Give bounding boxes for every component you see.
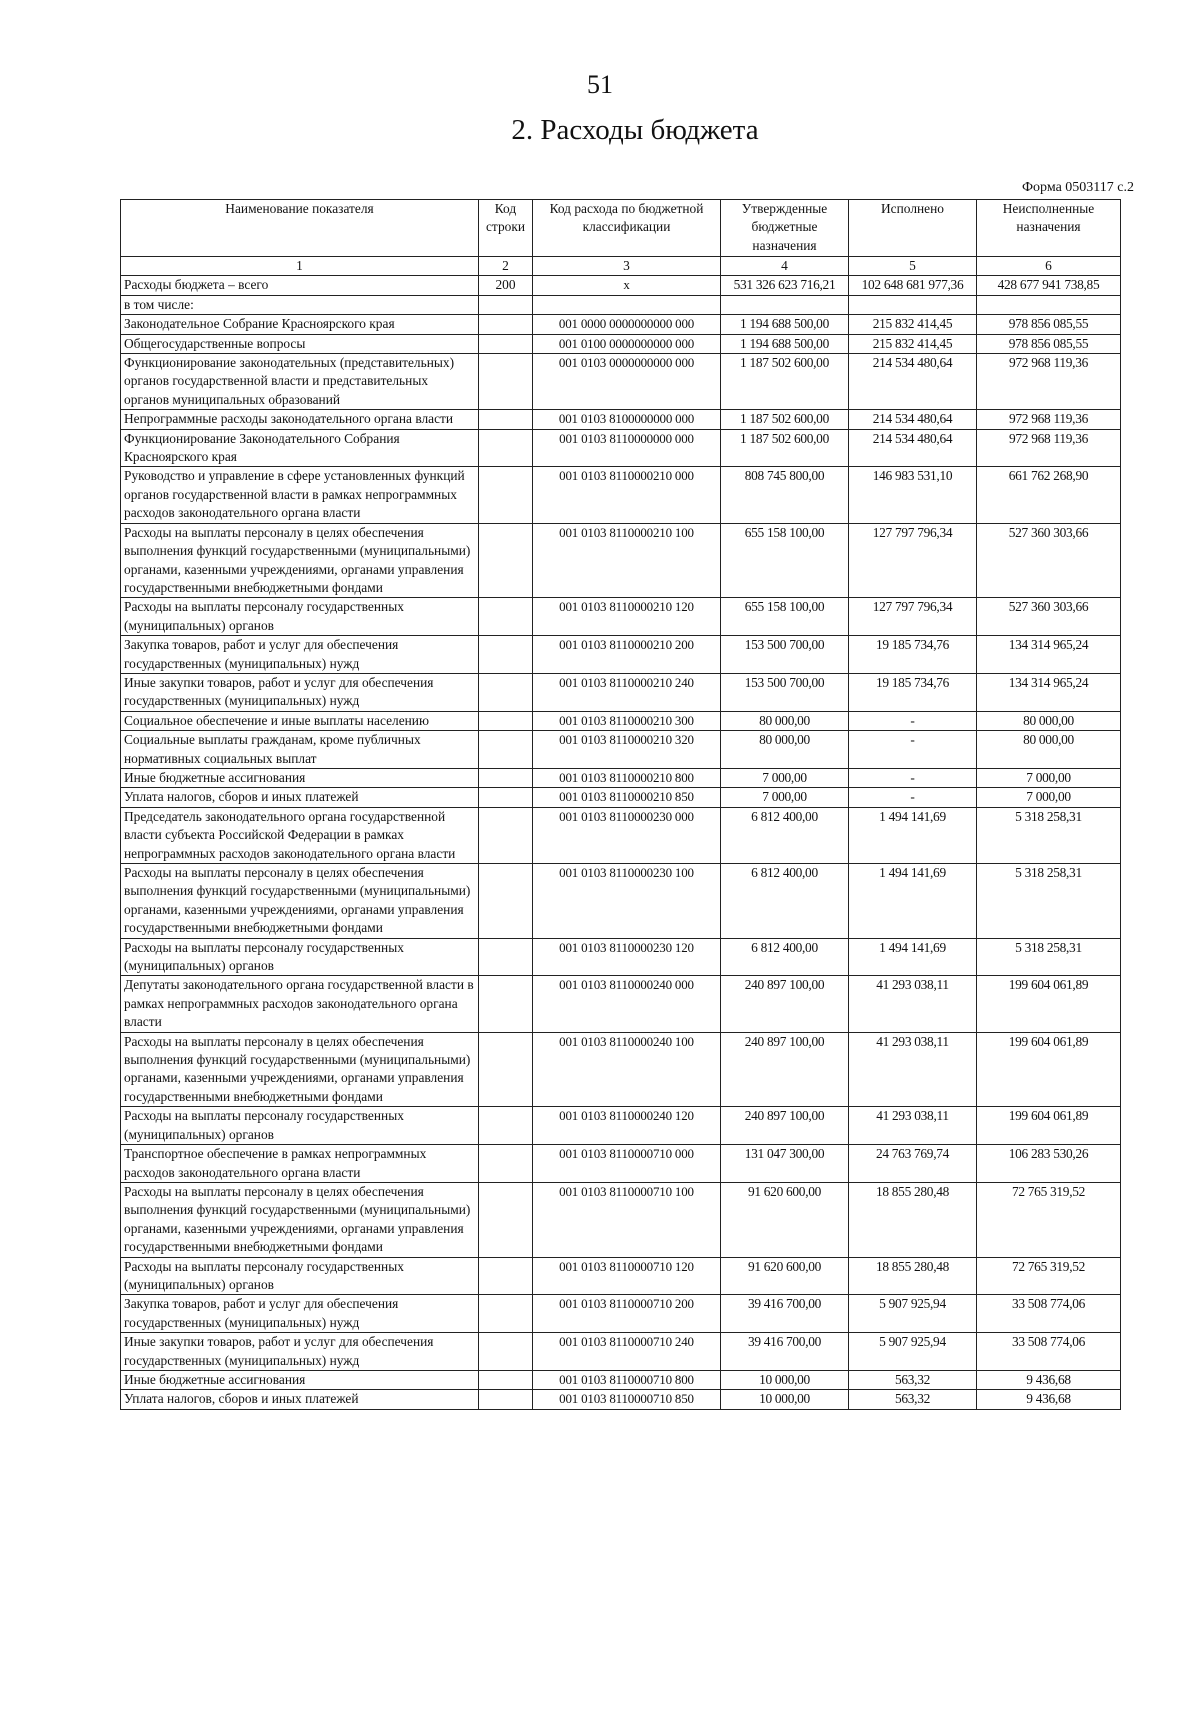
row-unexecuted-cell: 106 283 530,26 xyxy=(977,1145,1121,1183)
row-unexecuted-cell: 978 856 085,55 xyxy=(977,334,1121,353)
row-line-code-cell xyxy=(479,731,533,769)
row-executed-cell: 18 855 280,48 xyxy=(849,1257,977,1295)
row-budget-code-cell: 001 0103 8110000000 000 xyxy=(533,429,721,467)
row-unexecuted-cell: 199 604 061,89 xyxy=(977,976,1121,1032)
row-approved-cell: 131 047 300,00 xyxy=(721,1145,849,1183)
table-row xyxy=(121,1032,1121,1107)
row-unexecuted-cell: 7 000,00 xyxy=(977,788,1121,807)
row-executed-cell: 1 494 141,69 xyxy=(849,807,977,863)
row-line-code-cell xyxy=(479,1107,533,1145)
row-unexecuted-cell xyxy=(977,295,1121,314)
row-budget-code-cell: 001 0103 8110000710 100 xyxy=(533,1182,721,1257)
row-executed-cell: 1 494 141,69 xyxy=(849,864,977,939)
row-budget-code-cell: 001 0103 8110000710 850 xyxy=(533,1390,721,1409)
row-executed-cell: 5 907 925,94 xyxy=(849,1333,977,1371)
page-title: 2. Расходы бюджета xyxy=(511,114,759,146)
row-unexecuted-cell: 5 318 258,31 xyxy=(977,938,1121,976)
row-unexecuted-cell: 72 765 319,52 xyxy=(977,1182,1121,1257)
row-approved-cell: 91 620 600,00 xyxy=(721,1257,849,1295)
row-name-cell: Закупка товаров, работ и услуг для обеспечения государственных (муниципальных) нужд xyxy=(121,1295,479,1333)
row-name-cell: Председатель законодательного органа государственной власти субъекта Российской Федерации в рамках непрограммных расходов законодательного органа власти xyxy=(121,807,479,863)
column-header-unexecuted: Неисполненные назначения xyxy=(977,200,1121,257)
row-name-cell: Руководство и управление в сфере установленных функций органов государственной власти в рамках непрограммных расходов законодательного органа власти xyxy=(121,467,479,523)
table-row xyxy=(121,429,1121,467)
table-body xyxy=(121,276,1121,1409)
row-unexecuted-cell: 134 314 965,24 xyxy=(977,636,1121,674)
row-approved-cell: 240 897 100,00 xyxy=(721,1032,849,1107)
row-budget-code-cell: 001 0103 8110000210 120 xyxy=(533,598,721,636)
table-row xyxy=(121,1107,1121,1145)
column-number: 1 xyxy=(121,257,479,276)
row-approved-cell: 39 416 700,00 xyxy=(721,1295,849,1333)
row-approved-cell: 7 000,00 xyxy=(721,788,849,807)
row-line-code-cell xyxy=(479,788,533,807)
row-name-cell: Расходы на выплаты персоналу государственных (муниципальных) органов xyxy=(121,1257,479,1295)
row-budget-code-cell: 001 0103 8110000240 120 xyxy=(533,1107,721,1145)
row-approved-cell: 1 194 688 500,00 xyxy=(721,315,849,334)
row-executed-cell: 1 494 141,69 xyxy=(849,938,977,976)
row-unexecuted-cell: 972 968 119,36 xyxy=(977,354,1121,410)
row-budget-code-cell: 001 0103 0000000000 000 xyxy=(533,354,721,410)
row-budget-code-cell: 001 0103 8110000710 120 xyxy=(533,1257,721,1295)
row-executed-cell: 214 534 480,64 xyxy=(849,410,977,429)
row-unexecuted-cell: 199 604 061,89 xyxy=(977,1032,1121,1107)
row-line-code-cell xyxy=(479,1333,533,1371)
table-row xyxy=(121,1182,1121,1257)
column-header-budget-code: Код расхода по бюджетной классификации xyxy=(533,200,721,257)
row-name-cell: Иные закупки товаров, работ и услуг для обеспечения государственных (муниципальных) нужд xyxy=(121,673,479,711)
row-budget-code-cell: 001 0103 8110000210 200 xyxy=(533,636,721,674)
column-number: 4 xyxy=(721,257,849,276)
row-name-cell: Социальное обеспечение и иные выплаты населению xyxy=(121,711,479,730)
row-unexecuted-cell: 7 000,00 xyxy=(977,768,1121,787)
row-executed-cell: 5 907 925,94 xyxy=(849,1295,977,1333)
table-row xyxy=(121,354,1121,410)
row-name-cell: Транспортное обеспечение в рамках непрограммных расходов законодательного органа власти xyxy=(121,1145,479,1183)
row-unexecuted-cell: 527 360 303,66 xyxy=(977,523,1121,598)
table-row xyxy=(121,1145,1121,1183)
table-row xyxy=(121,410,1121,429)
row-name-cell: Расходы на выплаты персоналу в целях обеспечения выполнения функций государственными (муниципальными) органами, казенными учреждениями, органами управления государственными внебюджетными фондами xyxy=(121,1032,479,1107)
row-line-code-cell xyxy=(479,295,533,314)
row-name-cell: Расходы на выплаты персоналу государственных (муниципальных) органов xyxy=(121,938,479,976)
row-unexecuted-cell: 199 604 061,89 xyxy=(977,1107,1121,1145)
row-budget-code-cell: 001 0103 8110000230 000 xyxy=(533,807,721,863)
row-budget-code-cell: 001 0103 8110000240 100 xyxy=(533,1032,721,1107)
row-line-code-cell xyxy=(479,1370,533,1389)
row-budget-code-cell: 001 0103 8110000710 240 xyxy=(533,1333,721,1371)
row-line-code-cell xyxy=(479,938,533,976)
row-approved-cell: 1 187 502 600,00 xyxy=(721,410,849,429)
row-line-code-cell xyxy=(479,598,533,636)
row-line-code-cell xyxy=(479,711,533,730)
row-approved-cell: 240 897 100,00 xyxy=(721,976,849,1032)
row-line-code-cell xyxy=(479,1390,533,1409)
row-executed-cell: - xyxy=(849,711,977,730)
row-approved-cell: 655 158 100,00 xyxy=(721,598,849,636)
column-number: 3 xyxy=(533,257,721,276)
row-approved-cell: 240 897 100,00 xyxy=(721,1107,849,1145)
row-name-cell: Уплата налогов, сборов и иных платежей xyxy=(121,788,479,807)
column-header-executed: Исполнено xyxy=(849,200,977,257)
row-name-cell: Функционирование Законодательного Собрания Красноярского края xyxy=(121,429,479,467)
row-unexecuted-cell: 80 000,00 xyxy=(977,731,1121,769)
row-budget-code-cell: 001 0103 8110000210 000 xyxy=(533,467,721,523)
column-number: 6 xyxy=(977,257,1121,276)
table-row xyxy=(121,523,1121,598)
table-row xyxy=(121,673,1121,711)
row-approved-cell: 531 326 623 716,21 xyxy=(721,276,849,295)
row-line-code-cell xyxy=(479,429,533,467)
row-executed-cell: 19 185 734,76 xyxy=(849,673,977,711)
row-approved-cell: 1 187 502 600,00 xyxy=(721,429,849,467)
row-budget-code-cell xyxy=(533,295,721,314)
row-unexecuted-cell: 134 314 965,24 xyxy=(977,673,1121,711)
row-name-cell: Расходы на выплаты персоналу в целях обеспечения выполнения функций государственными (муниципальными) органами, казенными учреждениями, органами управления государственными внебюджетными фондами xyxy=(121,1182,479,1257)
row-budget-code-cell: 001 0103 8110000210 300 xyxy=(533,711,721,730)
row-executed-cell: 563,32 xyxy=(849,1370,977,1389)
row-unexecuted-cell: 33 508 774,06 xyxy=(977,1333,1121,1371)
table-row xyxy=(121,807,1121,863)
table-row xyxy=(121,864,1121,939)
row-approved-cell: 80 000,00 xyxy=(721,731,849,769)
row-approved-cell: 10 000,00 xyxy=(721,1390,849,1409)
table-row xyxy=(121,636,1121,674)
row-unexecuted-cell: 972 968 119,36 xyxy=(977,410,1121,429)
row-name-cell: в том числе: xyxy=(121,295,479,314)
row-line-code-cell xyxy=(479,636,533,674)
table-row xyxy=(121,731,1121,769)
row-approved-cell: 655 158 100,00 xyxy=(721,523,849,598)
row-executed-cell: 563,32 xyxy=(849,1390,977,1409)
table-row xyxy=(121,467,1121,523)
row-budget-code-cell: 001 0103 8110000210 800 xyxy=(533,768,721,787)
row-budget-code-cell: 001 0103 8110000230 100 xyxy=(533,864,721,939)
row-name-cell: Закупка товаров, работ и услуг для обеспечения государственных (муниципальных) нужд xyxy=(121,636,479,674)
row-name-cell: Иные бюджетные ассигнования xyxy=(121,768,479,787)
row-line-code-cell xyxy=(479,354,533,410)
row-line-code-cell xyxy=(479,864,533,939)
expenses-table xyxy=(120,199,1121,1410)
row-name-cell: Расходы на выплаты персоналу в целях обеспечения выполнения функций государственными (муниципальными) органами, казенными учреждениями, органами управления государственными внебюджетными фондами xyxy=(121,523,479,598)
row-budget-code-cell: 001 0103 8110000210 850 xyxy=(533,788,721,807)
row-unexecuted-cell: 972 968 119,36 xyxy=(977,429,1121,467)
table-header-row xyxy=(121,200,1121,257)
table-row xyxy=(121,295,1121,314)
row-executed-cell: 41 293 038,11 xyxy=(849,976,977,1032)
row-approved-cell: 1 194 688 500,00 xyxy=(721,334,849,353)
row-unexecuted-cell: 80 000,00 xyxy=(977,711,1121,730)
row-unexecuted-cell: 978 856 085,55 xyxy=(977,315,1121,334)
row-line-code-cell xyxy=(479,1032,533,1107)
row-line-code-cell xyxy=(479,467,533,523)
row-executed-cell: 102 648 681 977,36 xyxy=(849,276,977,295)
row-budget-code-cell: x xyxy=(533,276,721,295)
row-budget-code-cell: 001 0103 8110000710 200 xyxy=(533,1295,721,1333)
row-budget-code-cell: 001 0103 8110000210 320 xyxy=(533,731,721,769)
row-executed-cell: - xyxy=(849,788,977,807)
table-row xyxy=(121,1333,1121,1371)
row-approved-cell: 6 812 400,00 xyxy=(721,807,849,863)
row-name-cell: Функционирование законодательных (представительных) органов государственной власти и представительных органов муниципальных образований xyxy=(121,354,479,410)
row-approved-cell: 1 187 502 600,00 xyxy=(721,354,849,410)
page-number: 51 xyxy=(587,70,613,99)
row-approved-cell: 80 000,00 xyxy=(721,711,849,730)
table-row xyxy=(121,788,1121,807)
column-number-row xyxy=(121,257,1121,276)
row-name-cell: Депутаты законодательного органа государственной власти в рамках непрограммных расходов законодательного органа власти xyxy=(121,976,479,1032)
row-approved-cell: 39 416 700,00 xyxy=(721,1333,849,1371)
row-name-cell: Расходы на выплаты персоналу в целях обеспечения выполнения функций государственными (муниципальными) органами, казенными учреждениями, органами управления государственными внебюджетными фондами xyxy=(121,864,479,939)
row-budget-code-cell: 001 0000 0000000000 000 xyxy=(533,315,721,334)
row-name-cell: Расходы на выплаты персоналу государственных (муниципальных) органов xyxy=(121,598,479,636)
column-number: 5 xyxy=(849,257,977,276)
row-name-cell: Расходы на выплаты персоналу государственных (муниципальных) органов xyxy=(121,1107,479,1145)
column-number: 2 xyxy=(479,257,533,276)
row-unexecuted-cell: 527 360 303,66 xyxy=(977,598,1121,636)
row-line-code-cell xyxy=(479,315,533,334)
row-line-code-cell xyxy=(479,1295,533,1333)
row-approved-cell: 153 500 700,00 xyxy=(721,673,849,711)
row-executed-cell: - xyxy=(849,731,977,769)
table-row xyxy=(121,334,1121,353)
row-approved-cell: 91 620 600,00 xyxy=(721,1182,849,1257)
row-unexecuted-cell: 428 677 941 738,85 xyxy=(977,276,1121,295)
row-approved-cell: 6 812 400,00 xyxy=(721,864,849,939)
column-header-line-code: Код строки xyxy=(479,200,533,257)
table-row xyxy=(121,1257,1121,1295)
row-budget-code-cell: 001 0103 8110000710 000 xyxy=(533,1145,721,1183)
table-row xyxy=(121,1370,1121,1389)
row-executed-cell: 24 763 769,74 xyxy=(849,1145,977,1183)
row-line-code-cell xyxy=(479,1145,533,1183)
row-name-cell: Общегосударственные вопросы xyxy=(121,334,479,353)
row-executed-cell: 214 534 480,64 xyxy=(849,429,977,467)
table-row xyxy=(121,598,1121,636)
row-executed-cell: 18 855 280,48 xyxy=(849,1182,977,1257)
row-unexecuted-cell: 9 436,68 xyxy=(977,1390,1121,1409)
row-unexecuted-cell: 33 508 774,06 xyxy=(977,1295,1121,1333)
row-line-code-cell xyxy=(479,976,533,1032)
row-name-cell: Иные бюджетные ассигнования xyxy=(121,1370,479,1389)
row-executed-cell: 215 832 414,45 xyxy=(849,334,977,353)
row-line-code-cell: 200 xyxy=(479,276,533,295)
row-approved-cell: 10 000,00 xyxy=(721,1370,849,1389)
row-line-code-cell xyxy=(479,334,533,353)
row-unexecuted-cell: 5 318 258,31 xyxy=(977,807,1121,863)
row-executed-cell: - xyxy=(849,768,977,787)
row-executed-cell: 127 797 796,34 xyxy=(849,523,977,598)
row-name-cell: Иные закупки товаров, работ и услуг для обеспечения государственных (муниципальных) нужд xyxy=(121,1333,479,1371)
table-row xyxy=(121,976,1121,1032)
row-executed-cell: 41 293 038,11 xyxy=(849,1032,977,1107)
row-executed-cell: 215 832 414,45 xyxy=(849,315,977,334)
row-name-cell: Законодательное Собрание Красноярского края xyxy=(121,315,479,334)
row-executed-cell: 41 293 038,11 xyxy=(849,1107,977,1145)
row-unexecuted-cell: 9 436,68 xyxy=(977,1370,1121,1389)
table-row xyxy=(121,276,1121,295)
row-line-code-cell xyxy=(479,673,533,711)
row-approved-cell: 153 500 700,00 xyxy=(721,636,849,674)
table-row xyxy=(121,768,1121,787)
column-header-approved: Утвержденные бюджетные назначения xyxy=(721,200,849,257)
row-approved-cell xyxy=(721,295,849,314)
row-name-cell: Непрограммные расходы законодательного органа власти xyxy=(121,410,479,429)
form-label: Форма 0503117 с.2 xyxy=(1021,180,1134,195)
table-row xyxy=(121,1295,1121,1333)
row-line-code-cell xyxy=(479,1182,533,1257)
row-approved-cell: 6 812 400,00 xyxy=(721,938,849,976)
row-budget-code-cell: 001 0100 0000000000 000 xyxy=(533,334,721,353)
row-budget-code-cell: 001 0103 8110000210 100 xyxy=(533,523,721,598)
row-unexecuted-cell: 72 765 319,52 xyxy=(977,1257,1121,1295)
row-unexecuted-cell: 661 762 268,90 xyxy=(977,467,1121,523)
row-executed-cell: 19 185 734,76 xyxy=(849,636,977,674)
row-unexecuted-cell: 5 318 258,31 xyxy=(977,864,1121,939)
row-executed-cell: 146 983 531,10 xyxy=(849,467,977,523)
row-name-cell: Уплата налогов, сборов и иных платежей xyxy=(121,1390,479,1409)
row-budget-code-cell: 001 0103 8110000240 000 xyxy=(533,976,721,1032)
row-line-code-cell xyxy=(479,768,533,787)
row-name-cell: Социальные выплаты гражданам, кроме публичных нормативных социальных выплат xyxy=(121,731,479,769)
row-executed-cell xyxy=(849,295,977,314)
row-executed-cell: 127 797 796,34 xyxy=(849,598,977,636)
table-row xyxy=(121,315,1121,334)
row-budget-code-cell: 001 0103 8100000000 000 xyxy=(533,410,721,429)
row-budget-code-cell: 001 0103 8110000710 800 xyxy=(533,1370,721,1389)
column-header-name: Наименование показателя xyxy=(121,200,479,257)
table-row xyxy=(121,1390,1121,1409)
row-approved-cell: 808 745 800,00 xyxy=(721,467,849,523)
row-name-cell: Расходы бюджета – всего xyxy=(121,276,479,295)
row-approved-cell: 7 000,00 xyxy=(721,768,849,787)
row-line-code-cell xyxy=(479,1257,533,1295)
row-budget-code-cell: 001 0103 8110000230 120 xyxy=(533,938,721,976)
row-line-code-cell xyxy=(479,807,533,863)
row-budget-code-cell: 001 0103 8110000210 240 xyxy=(533,673,721,711)
table-row xyxy=(121,711,1121,730)
row-line-code-cell xyxy=(479,410,533,429)
table-row xyxy=(121,938,1121,976)
row-executed-cell: 214 534 480,64 xyxy=(849,354,977,410)
row-line-code-cell xyxy=(479,523,533,598)
